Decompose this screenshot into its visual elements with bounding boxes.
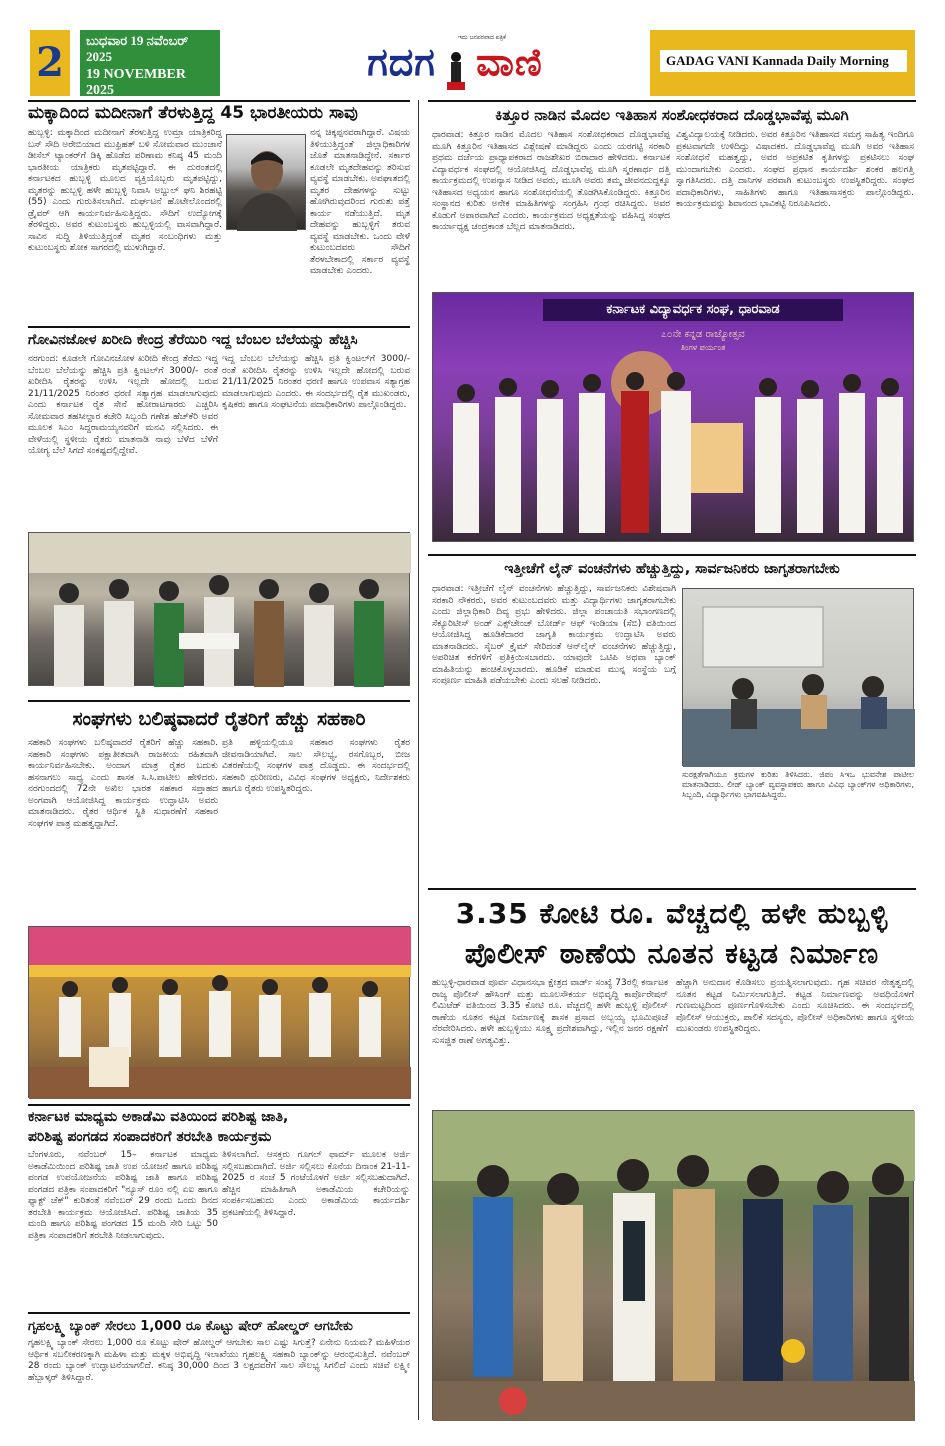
article-kittur-body-left: ಧಾರವಾಡ: ಕಿತ್ತೂರ ನಾಡಿನ ಮೊದಲ ಇತಿಹಾಸ ಸಂಶೋಧಕರಾದ ದೊಡ್ಡಭಾವೆಪ್ಪ ಮೂಗಿ ಕಿತ್ತೂರಿನ ಇತಿಹಾಸದ ವಿಶ್ಲೇಷಣೆ ಮಾಡಿದ್ದರು ಎಂದು ಯರಗಟ್ಟಿ ಸರಕಾರಿ ಪ್ರಥಮ ದರ್ಜೆಯ ಪ್ರಾಧ್ಯಾಪಕರಾದ ರಾಜಶೇಖರ ಬಿರಾದಾರ ಹೇಳಿದರು. ಕರ್ನಾಟಕ ವಿದ್ಯಾವರ್ಧಕ ಸಂಘದಲ್ಲಿ ಆಯೋಜಿಸಿದ್ದ ದೊಡ್ಡಭಾವೆಪ್ಪ ಮೂಗಿ ಸ್ಮರಣಾರ್ಥ ದತ್ತಿ ಕಾರ್ಯಕ್ರಮದಲ್ಲಿ ಉಪನ್ಯಾಸ ನೀಡಿದ ಅವರು, ಮೂಗಿ ಅವರು ತಮ್ಮ ಜೀವನದುದ್ದಕ್ಕೂ ಇತಿಹಾಸದ ಅಧ್ಯಯನ ಹಾಗೂ ಸಂಶೋಧನೆಯಲ್ಲಿ ತೊಡಗಿಸಿಕೊಂಡಿದ್ದರು. ಕಿತ್ತೂರಿನ ಸಂಸ್ಥಾನದ ಕುರಿತು ಅನೇಕ ಮಾಹಿತಿಗಳನ್ನು ಸಂಗ್ರಹಿಸಿ ಗ್ರಂಥ ರಚಿಸಿದ್ದರು. ಅವರ ಕೊಡುಗೆ ಅಪಾರವಾಗಿದೆ ಎಂದರು. ಕಾರ್ಯಕ್ರಮದ ಅಧ್ಯಕ್ಷತೆಯನ್ನು ವಹಿಸಿದ್ದ ಸಂಘದ ಕಾರ್ಯಾಧ್ಯಕ್ಷ ಚಂದ್ರಕಾಂತ ಬೆಲ್ಲದ ಮಾತನಾಡಿದರು. xyxy=(432,130,670,232)
article-govina-body-left: ನರಗುಂದ: ಕೂಡಲೇ ಗೋವಿನಜೋಳ ಖರೀದಿ ಕೇಂದ್ರ ತೆರೆದು ಇದ್ದ ಬೆಂಬಲ ಬೆಲೆಯನ್ನು ಹೆಚ್ಚಿಸಿ ಪ್ರತಿ ಕ್ವಿಂಟಲ್‌ಗೆ 3000/- ರಂತೆ ಖರೀದಿಸಿ ರೈತರನ್ನು ಉಳಿಸಿ ಇಲ್ಲದೇ ಹೋದಲ್ಲಿ ಬರುವ 21/11/2025 ನಿರಂತರ ಧರಣಿ ಸತ್ಯಾಗ್ರಹ ಮಾಡಲಾಗುವುದು ಎಂದು ಕರ್ನಾಟಕ ರೈತ ಸೇನೆ ಹೋರಾಟಗಾರರು ಎಚ್ಚರಿಸಿ ಸೋಮವಾರ ತಹಸೀಲ್ದಾರ ಕಚೇರಿ ಸಿಬ್ಬಂದಿ ಗಣೇಶ ಹೆಚ್‌ಕೆರಿ ಅವರ ಮೂಲಕ ಸಿಎಂ ಸಿದ್ದರಾಮಯ್ಯನವರಿಗೆ ಮನವಿ ಸಲ್ಲಿಸಿದರು. ಈ ವೇಳೆಯಲ್ಲಿ ಸ್ಥಳೀಯ ರೈತರು ಮಾತನಾಡಿ ನಾವು ಬೆಳೆದ ಬೆಳೆಗೆ ಯೋಗ್ಯ ಬೆಲೆ ಸಿಗದೆ ಸಂಕಷ್ಟದಲ್ಲಿದ್ದೇವೆ. xyxy=(28,354,218,456)
article-madhyama-body-left: ಬೆಂಗಳೂರು, ನವೆಂಬರ್ 15– ಕರ್ನಾಟಕ ಮಾಧ್ಯಮ ಅಕಾಡೆಮಿಯಿಂದ ಪರಿಶಿಷ್ಟ ಜಾತಿ ಉಪ ಯೋಜನೆ ಹಾಗೂ ಪರಿಶಿಷ್ಟ ಪಂಗಡ ಉಪಯೋಜನೆಯ ಪರಿಶಿಷ್ಟ ಜಾತಿ ಹಾಗೂ ಪರಿಶಿಷ್ಟ ಪಂಗಡದ ಪತ್ರಿಕಾ ಸಂಪಾದಕರಿಗೆ "ನ್ಯೂಸ್ ರೂಂ ನಲ್ಲಿ ಏಐ ಹಾಗೂ ಫ್ಯಾಕ್ಟ್ ಚೆಕ್" ಕುರಿತಂತೆ ನವೆಂಬರ್ 29 ರಂದು ಒಂದು ದಿನದ ತರಬೇತಿ ಕಾರ್ಯಕ್ರಮ ಆಯೋಜಿಸಿದೆ. ಪರಿಶಿಷ್ಟ ಜಾತಿಯ 35 ಮಂದಿ ಹಾಗೂ ಪರಿಶಿಷ್ಟ ಪಂಗಡದ 15 ಮಂದಿ ಸೇರಿ ಒಟ್ಟು 50 ಪತ್ರಿಕಾ ಸಂಪಾದಕರಿಗೆ ತರಬೇತಿ ನೀಡಲಾಗುವುದು. xyxy=(28,1150,218,1241)
article-sanghagalu-body-left: ಸಹಕಾರಿ ಸಂಘಗಳು ಬಲಿಷ್ಠವಾದರೆ ರೈತರಿಗೆ ಹೆಚ್ಚು ಸಹಕಾರಿ. ಸಹಕಾರಿ ಸಂಘಗಳು ಪಕ್ಷಾತೀತವಾಗಿ ರಾಜಕೀಯ ರಹಿತವಾಗಿ ಕಾರ್ಯನಿರ್ವಹಿಸಬೇಕು. ಅಂದಾಗ ಮಾತ್ರ ರೈತರ ಬದುಕು ಹಸನಾಗಲು ಸಾಧ್ಯ ಎಂದು ಶಾಸಕ ಸಿ.ಸಿ.ಪಾಟೀಲ ಹೇಳಿದರು. ನರಗುಂದದಲ್ಲಿ 72ನೇ ಅಖಿಲ ಭಾರತ ಸಹಕಾರ ಸಪ್ತಾಹದ ಅಂಗವಾಗಿ ಆಯೋಜಿಸಿದ್ದ ಕಾರ್ಯಕ್ರಮ ಉದ್ಘಾಟಿಸಿ ಅವರು ಮಾತನಾಡಿದರು. ರೈತರ ಆರ್ಥಿಕ ಸ್ಥಿತಿ ಸುಧಾರಣೆಗೆ ಸಹಕಾರ ಸಂಘಗಳ ಪಾತ್ರ ಮಹತ್ವದ್ದಾಗಿದೆ. xyxy=(28,738,218,829)
logo-text-vani: ವಾಣಿ xyxy=(476,40,543,84)
logo-text-gadag: ಗದಗ xyxy=(367,40,436,84)
cooperative-stage xyxy=(29,927,411,1099)
headline-madhyama-line1: ಕರ್ನಾಟಕ ಮಾಧ್ಯಮ ಅಕಾಡೆಮಿ ವತಿಯಿಂದ ಪರಿಶಿಷ್ಟ ಜಾತಿ, xyxy=(28,1109,289,1125)
banner-rajyotsava: ೭೦ನೇ ಕನ್ನಡ ರಾಜ್ಯೋತ್ಸವ xyxy=(661,329,745,340)
article-itteeche-body: ಧಾರವಾಡ: ಇತ್ತೀಚೆಗೆ ಲೈನ್ ವಂಚನೆಗಳು ಹೆಚ್ಚುತ್ತಿದ್ದು, ಸಾರ್ವಜನಿಕರು ವಿಶೇಷವಾಗಿ ಸರಕಾರಿ ನೌಕರರು, ಅವರ ಕುಟುಂಬದವರು ಮತ್ತು ವಿದ್ಯಾರ್ಥಿಗಳು ಜಾಗೃತರಾಗಬೇಕು ಎಂದು ಜಿಲ್ಲಾಧಿಕಾರಿ ದಿವ್ಯ ಪ್ರಭು ಹೇಳಿದರು. ಜಿಲ್ಲಾ ಪಂಚಾಯತಿ ಸಭಾಂಗಣದಲ್ಲಿ ಸೆಕ್ಯೂರಿಟೀಸ್ ಅಂಡ್ ಎಕ್ಸ್‌ಚೇಂಜ್ ಬೋರ್ಡ್ ಆಫ್ ಇಂಡಿಯಾ (ಸೆಬಿ) ವತಿಯಿಂದ ಆಯೋಜಿಸಿದ್ದ ಹೂಡಿಕೆದಾರರ ಜಾಗೃತಿ ಕಾರ್ಯಕ್ರಮ ಉದ್ಘಾಟಿಸಿ ಅವರು ಮಾತನಾಡಿದರು. ಸೈಬರ್ ಕ್ರೈಮ್ ಸೇರಿದಂತೆ ಆನ್‌ಲೈನ್ ವಂಚನೆಗಳು ಹೆಚ್ಚುತ್ತಿದ್ದು, ಅಪರಿಚಿತ ಕರೆಗಳಿಗೆ ಪ್ರತಿಕ್ರಿಯಿಸಬಾರದು. ಯಾವುದೇ ಒಟಿಪಿ ಅಥವಾ ಬ್ಯಾಂಕ್ ಮಾಹಿತಿಯನ್ನು ಹಂಚಿಕೊಳ್ಳಬಾರದು. ಹೂಡಿಕೆ ಮಾಡುವ ಮುನ್ನ ಸಂಸ್ಥೆಯ ಬಗ್ಗೆ ಸಂಪೂರ್ಣ ಮಾಹಿತಿ ಪಡೆಯಬೇಕು ಎಂದು ಸಲಹೆ ನೀಡಿದರು. xyxy=(432,584,676,686)
masthead-right-panel xyxy=(650,30,915,96)
headline-kittur: ಕಿತ್ತೂರ ನಾಡಿನ ಮೊದಲ ಇತಿಹಾಸ ಸಂಶೋಧಕರಾದ ದೊಡ್ಡಭಾವೆಪ್ಪ ಮೂಗಿ xyxy=(495,106,849,124)
divider xyxy=(28,1104,410,1106)
article-hubballi-body-left: ಹುಬ್ಬಳ್ಳಿ-ಧಾರವಾಡ ಪೂರ್ವ ವಿಧಾನಸಭಾ ಕ್ಷೇತ್ರದ ವಾರ್ಡ್ ಸಂಖ್ಯೆ 73ರಲ್ಲಿ ಕರ್ನಾಟಕ ರಾಜ್ಯ ಪೊಲೀಸ್ ಹೌಸಿಂಗ್ ಮತ್ತು ಮೂಲಸೌಕರ್ಯ ಅಭಿವೃದ್ಧಿ ಕಾರ್ಪೊರೇಷನ್ ಲಿಮಿಟೆಡ್ ವತಿಯಿಂದ 3.35 ಕೋಟಿ ರೂ. ವೆಚ್ಚದಲ್ಲಿ ಹಳೇ ಹುಬ್ಬಳ್ಳಿ ಪೊಲೀಸ್ ಠಾಣೆಯ ನೂತನ ಕಟ್ಟಡ ನಿರ್ಮಾಣಕ್ಕೆ ಶಾಸಕ ಪ್ರಸಾದ ಅಬ್ಬಯ್ಯ ಭೂಮಿಪೂಜೆ ನೆರವೇರಿಸಿದರು. ಹಳೇ ಹುಬ್ಬಳ್ಳಿಯು ಸೂಕ್ಷ್ಮ ಪ್ರದೇಶವಾಗಿದ್ದು, ಇಲ್ಲಿನ ಜನರ ರಕ್ಷಣೆಗೆ ಸುಸಜ್ಜಿತ ಠಾಣೆ ಅಗತ್ಯವಿತ್ತು. xyxy=(432,978,668,1046)
article-govina-body-right: ಇದ್ದ ಬೆಂಬಲ ಬೆಲೆಯನ್ನು ಹೆಚ್ಚಿಸಿ ಪ್ರತಿ ಕ್ವಿಂಟಲ್‌ಗೆ 3000/- ರಂತೆ ಖರೀದಿಸಿ ರೈತರನ್ನು ಉಳಿಸಿ ಇಲ್ಲದೇ ಹೋದಲ್ಲಿ ಬರುವ 21/11/2025 ನಿರಂತರ ಧರಣಿ ಹಾಗೂ ಉಪವಾಸ ಸತ್ಯಾಗ್ರಹ ಮಾಡಲಾಗುವುದು ಎಂದರು. ಈ ಸಂದರ್ಭದಲ್ಲಿ ರೈತ ಮುಖಂಡರು, ಕೃಷಿಕರು ಹಾಗೂ ಸಂಘಟನೆಯ ಪದಾಧಿಕಾರಿಗಳು ಪಾಲ್ಗೊಂಡಿದ್ದರು. xyxy=(222,354,410,410)
divider xyxy=(28,700,410,702)
date-box xyxy=(80,30,220,96)
article-makka-body-right: ನನ್ನ ಚಿಕ್ಕಪ್ಪನವರಾಗಿದ್ದಾರೆ. ವಿಷಯ ತಿಳಿಯುತ್ತಿದ್ದಂತೆ ಜಿಲ್ಲಾಧಿಕಾರಿಗಳ ಜೊತೆ ಮಾತನಾಡಿದ್ದೇನೆ. ಸರ್ಕಾರ ಕೂಡಲೇ ಮೃತದೇಹವನ್ನು ತರಿಸುವ ವ್ಯವಸ್ಥೆ ಮಾಡಬೇಕು. ಅಪಘಾತದಲ್ಲಿ ಮೃತರ ದೇಹಗಳನ್ನು ಸುಟ್ಟು ಹೋಗಿರುವುದರಿಂದ ಗುರುತು ಪತ್ತೆ ಕಾರ್ಯ ನಡೆಯುತ್ತಿದೆ. ಮೃತ ದೇಹವನ್ನು ಹುಬ್ಬಳ್ಳಿಗೆ ತರುವ ವ್ಯವಸ್ಥೆ ಮಾಡಬೇಕು. ಒಂದು ವೇಳೆ ಕುಟುಂಬದವರು ಸೌದಿಗೆ ತೆರಳಬೇಕಾದಲ್ಲಿ ಸರ್ಕಾರ ವ್ಯವಸ್ಥೆ ಮಾಡಬೇಕು ಎಂದರು. xyxy=(310,128,410,276)
divider xyxy=(28,1312,410,1314)
logo-tagline: ಇದು ಜನಪರವಾದ ಪತ್ರಿಕೆ xyxy=(458,34,506,41)
portrait-figure xyxy=(227,135,307,231)
statue-icon xyxy=(441,49,471,93)
column-separator xyxy=(418,100,419,1420)
divider xyxy=(28,326,410,328)
divider xyxy=(28,100,410,102)
article-madhyama-body-right: ತಿಳಿಸಲಾಗಿದೆ. ಆಸಕ್ತರು ಗೂಗಲ್ ಫಾರ್ಮ್ ಮೂಲಕ ಅರ್ಜಿ ಸಲ್ಲಿಸಬಹುದಾಗಿದೆ. ಅರ್ಜಿ ಸಲ್ಲಿಸಲು ಕೊನೆಯ ದಿನಾಂಕ 21-11-2025 ರ ಸಂಜೆ 5 ಗಂಟೆಯೊಳಗೆ ಅರ್ಜಿ ಸಲ್ಲಿಸಬಹುದಾಗಿದೆ. ಹೆಚ್ಚಿನ ಮಾಹಿತಿಗಾಗಿ ಅಕಾಡೆಮಿಯ ಕಚೇರಿಯನ್ನು ಸಂಪರ್ಕಿಸಬಹುದು ಎಂದು ಅಕಾಡೆಮಿಯ ಕಾರ್ಯದರ್ಶಿ ಪ್ರಕಟಣೆಯಲ್ಲಿ ತಿಳಿಸಿದ್ದಾರೆ. xyxy=(222,1150,410,1218)
divider xyxy=(428,888,916,890)
article-itteeche-body-bottom: ಸುರಕ್ಷತೆಗಾಗಿಯೂ ಕ್ರಮಗಳ ಕುರಿತು ತಿಳಿಸಿದರು. ಜಿಪಂ ಸಿಇಒ ಭುವನೇಶ ಪಾಟೀಲ ಮಾತನಾಡಿದರು. ಲೀಡ್ ಬ್ಯಾಂಕ್ ವ್ಯವಸ್ಥಾಪಕರು ಹಾಗೂ ವಿವಿಧ ಬ್ಯಾಂಕ್‌ಗಳ ಅಧಿಕಾರಿಗಳು, ಸಿಬ್ಬಂದಿ, ವಿದ್ಯಾರ್ಥಿಗಳು ಭಾಗವಹಿಸಿದ್ದರು. xyxy=(682,770,914,799)
bhoomi-pooja-scene xyxy=(433,1111,915,1421)
photo-sebi-meeting xyxy=(682,588,914,766)
page-number: 2 xyxy=(30,30,70,96)
article-makka-body-left: ಹುಬ್ಬಳ್ಳಿ: ಮಕ್ಕಾದಿಂದ ಮದೀನಾಗೆ ತೆರಳುತ್ತಿದ್ದ ಉಮ್ರಾ ಯಾತ್ರಿಕರಿದ್ದ ಬಸ್ ಸೌದಿ ಅರೇಬಿಯಾದ ಮುಫ್ರಿಹತ್ ಬಳಿ ಸೋಮವಾರ ಮುಂಜಾನೆ ಡೀಸೆಲ್ ಟ್ಯಾಂಕರ್‌ಗೆ ಡಿಕ್ಕಿ ಹೊಡೆದ ಪರಿಣಾಮ ಕನಿಷ್ಠ 45 ಮಂದಿ ಭಾರತೀಯ ಯಾತ್ರಿಕರು ಮೃತಪಟ್ಟಿದ್ದಾರೆ. ಈ ದುರಂತದಲ್ಲಿ ಕರ್ನಾಟಕದ ಹುಬ್ಬಳ್ಳಿ ಮೂಲದ ವ್ಯಕ್ತಿಯೊಬ್ಬರು ಮೃತಪಟ್ಟಿದ್ದು, ಮೃತರನ್ನು ಹುಬ್ಬಳ್ಳಿ ಹಳೇ ಹುಬ್ಬಳ್ಳಿ ನಿವಾಸಿ ಅಬ್ದುಲ್ ಘನಿ ಶಿರಹಟ್ಟಿ (55) ಎಂದು ಗುರುತಿಸಲಾಗಿದೆ. ದುರ್ಘಟನೆ ಹೊಟೇಲೊಂದರಲ್ಲಿ ಡ್ರೈವರ್ ಆಗಿ ಕಾರ್ಯನಿರ್ವಹಿಸುತ್ತಿದ್ದರು. ಸೌದಿಗೆ ಉದ್ಯೋಗಕ್ಕೆ ತೆರಳಿದ್ದರು. ಅವರ ಕುಟುಂಬಸ್ಥರು ಹುಬ್ಬಳ್ಳಿಯಲ್ಲಿ ವಾಸವಾಗಿದ್ದಾರೆ. ಸಾವಿನ ಸುದ್ದಿ ತಿಳಿಯುತ್ತಿದ್ದಂತೆ ಮೃತರ ಸಂಬಂಧಿಗಳು ಮತ್ತು ಕುಟುಂಬಸ್ಥರು ಶೋಕ ಸಾಗರದಲ್ಲಿ ಮುಳುಗಿದ್ದಾರೆ. xyxy=(28,128,222,253)
date-english: 19 NOVEMBER 2025 xyxy=(86,67,186,98)
article-hubballi-body-right: ಹೆಚ್ಚಾಗಿ ಅನುದಾನ ಕೊಡಿಸಲು ಪ್ರಯತ್ನಿಸಲಾಗುವುದು. ಗೃಹ ಸಚಿವರ ನೇತೃತ್ವದಲ್ಲಿ ನೂತನ ಕಟ್ಟಡ ನಿರ್ಮಿಸಲಾಗುತ್ತಿದೆ. ಕಟ್ಟಡ ನಿರ್ಮಾಣವನ್ನು ಅವಧಿಯೊಳಗೆ ಗುಣಮಟ್ಟದಿಂದ ಪೂರ್ಣಗೊಳಿಸಬೇಕು ಎಂದು ಸೂಚಿಸಿದರು. ಈ ಸಂದರ್ಭದಲ್ಲಿ ಪೊಲೀಸ್ ಆಯುಕ್ತರು, ಪಾಲಿಕೆ ಸದಸ್ಯರು, ಪೊಲೀಸ್ ಅಧಿಕಾರಿಗಳು ಹಾಗೂ ಸ್ಥಳೀಯ ಮುಖಂಡರು ಉಪಸ್ಥಿತರಿದ್ದರು. xyxy=(676,978,914,1034)
banner-tingala: ತಿಂಗಳ ಪರ್ಯಂತ xyxy=(680,343,726,352)
headline-madhyama-line2: ಪರಿಶಿಷ್ಟ ಪಂಗಡದ ಸಂಪಾದಕರಿಗೆ ತರಬೇತಿ ಕಾರ್ಯಕ್ರಮ xyxy=(28,1129,272,1145)
headline-sanghagalu: ಸಂಘಗಳು ಬಲಿಷ್ಠವಾದರೆ ರೈತರಿಗೆ ಹೆಚ್ಚು ಸಹಕಾರಿ xyxy=(72,708,366,730)
article-gruhalakshmi-body: ಗೃಹಲಕ್ಷ್ಮಿ ಬ್ಯಾಂಕ್ ಸೇರಲು 1,000 ರೂ ಕೊಟ್ಟು ಷೇರ್ ಹೋಲ್ಡರ್ ಆಗಬೇಕು ಸಾಲ ಎಷ್ಟು ಸಿಗುತ್ತೆ? ಏನೇನು ನಿಯಮ? ಮಹಿಳೆಯರ ಆರ್ಥಿಕ ಸಬಲೀಕರಣಕ್ಕಾಗಿ ಮಹಿಳಾ ಮತ್ತು ಮಕ್ಕಳ ಅಭಿವೃದ್ಧಿ ಇಲಾಖೆಯು ಗೃಹಲಕ್ಷ್ಮಿ ಸಹಕಾರಿ ಬ್ಯಾಂಕ್‌ನ್ನು ಆರಂಭಿಸುತ್ತಿದೆ. ನವೆಂಬರ್ 28 ರಂದು ಬ್ಯಾಂಕ್ ಉದ್ಘಾಟನೆಯಾಗಲಿದೆ. ಕನಿಷ್ಠ 30,000 ದಿಂದ 3 ಲಕ್ಷದವರೆಗೆ ಸಾಲ ಸೌಲಭ್ಯ ಸಿಗಲಿದೆ ಎಂದು ಸಚಿವೆ ಲಕ್ಷ್ಮೀ ಹೆಬ್ಬಾಳ್ಕರ್ ತಿಳಿಸಿದ್ದಾರೆ. xyxy=(28,1338,410,1383)
farmers-group xyxy=(29,533,411,687)
divider xyxy=(428,554,916,556)
kittur-stage-figures xyxy=(433,293,915,543)
divider xyxy=(428,100,916,102)
photo-portrait xyxy=(226,134,306,230)
headline-makka: ಮಕ್ಕಾದಿಂದ ಮದೀನಾಗೆ ತೆರಳುತ್ತಿದ್ದ 45 ಭಾರತೀಯರು ಸಾವು xyxy=(28,103,358,123)
article-kittur-body-right: ವಿಶ್ವವಿದ್ಯಾಲಯಕ್ಕೆ ನೀಡಿದರು. ಅವರ ಕಿತ್ತೂರಿನ ಇತಿಹಾಸದ ಸಮಗ್ರ ಸಾಹಿತ್ಯ ಇಂದಿಗೂ ಪ್ರಕಟವಾಗದೇ ಉಳಿದಿದ್ದು ವಿಷಾದಕರ. ದೊಡ್ಡಭಾವೆಪ್ಪ ಮೂಗಿ ಅವರ ಇತಿಹಾಸ ಸಂಶೋಧನೆ ಮಹತ್ವದ್ದು, ಅವರ ಅಪ್ರಕಟಿತ ಕೃತಿಗಳನ್ನು ಪ್ರಕಟಿಸಲು ಸಂಘ ಮುಂದಾಗಬೇಕು ಎಂದರು. ಸಂಘದ ಪ್ರಧಾನ ಕಾರ್ಯದರ್ಶಿ ಶಂಕರ ಹಲಗತ್ತಿ ಸ್ವಾಗತಿಸಿದರು. ದತ್ತಿ ದಾನಿಗಳ ಪರವಾಗಿ ಕುಟುಂಬಸ್ಥರು ಉಪಸ್ಥಿತರಿದ್ದರು. ಸಂಘದ ಪದಾಧಿಕಾರಿಗಳು, ಸಾಹಿತಿಗಳು ಹಾಗೂ ಇತಿಹಾಸಾಸಕ್ತರು ಪಾಲ್ಗೊಂಡಿದ್ದರು. ಕಾರ್ಯಕ್ರಮವನ್ನು ಶಿವಾನಂದ ಭಾವಿಕಟ್ಟಿ ನಿರೂಪಿಸಿದರು. xyxy=(676,130,914,209)
headline-hubballi-line2: ಪೊಲೀಸ್ ಠಾಣೆಯ ನೂತನ ಕಟ್ಟಡ ನಿರ್ಮಾಣ xyxy=(464,937,880,970)
meeting-panel xyxy=(683,589,915,767)
headline-itteeche: ಇತ್ತೀಚೆಗೆ ಲೈನ್ ವಂಚನೆಗಳು ಹೆಚ್ಚುತ್ತಿದ್ದು, ಸಾರ್ವಜನಿಕರು ಜಾಗೃತರಾಗಬೇಕು xyxy=(504,561,840,577)
photo-cooperative-event xyxy=(28,926,410,1098)
paper-name: GADAG VANI Kannada Daily Morning xyxy=(660,50,907,72)
headline-gruhalakshmi: ಗೃಹಲಕ್ಷ್ಮಿ ಬ್ಯಾಂಕ್ ಸೇರಲು 1,000 ರೂ ಕೊಟ್ಟು ಷೇರ್ ಹೋಲ್ಡರ್ ಆಗಬೇಕು xyxy=(28,1319,353,1334)
date-kannada: ಬುಧವಾರ 19 ನವೆಂಬರ್ 2025 xyxy=(86,33,189,64)
article-sanghagalu-body-right: ಪ್ರತಿ ಹಳ್ಳಿಯಲ್ಲಿಯೂ ಸಹಕಾರ ಸಂಘಗಳು ರೈತರ ಜೀವನಾಡಿಯಾಗಿವೆ. ಸಾಲ ಸೌಲಭ್ಯ, ರಸಗೊಬ್ಬರ, ಬೀಜ ವಿತರಣೆಯಲ್ಲಿ ಸಂಘಗಳ ಪಾತ್ರ ದೊಡ್ಡದು. ಈ ಸಂದರ್ಭದಲ್ಲಿ ಸಹಕಾರಿ ಧುರೀಣರು, ವಿವಿಧ ಸಂಘಗಳ ಅಧ್ಯಕ್ಷರು, ನಿರ್ದೇಶಕರು ಹಾಗೂ ರೈತರು ಉಪಸ್ಥಿತರಿದ್ದರು. xyxy=(222,738,410,794)
headline-hubballi-line1: 3.35 ಕೋಟಿ ರೂ. ವೆಚ್ಚದಲ್ಲಿ ಹಳೇ ಹುಬ್ಬಳ್ಳಿ xyxy=(455,897,889,930)
photo-farmers-petition xyxy=(28,532,410,686)
banner-sangha: ಕರ್ನಾಟಕ ವಿದ್ಯಾವರ್ಧಕ ಸಂಘ, ಧಾರವಾಡ xyxy=(543,299,843,321)
masthead-logo xyxy=(340,28,570,98)
photo-bhoomi-pooja xyxy=(432,1110,914,1420)
photo-kittur-event xyxy=(432,292,914,542)
headline-govina: ಗೋವಿನಜೋಳ ಖರೀದಿ ಕೇಂದ್ರ ತೆರೆಯಿರಿ ಇದ್ದ ಬೆಂಬಲ ಬೆಲೆಯನ್ನು ಹೆಚ್ಚಿಸಿ xyxy=(28,332,358,348)
